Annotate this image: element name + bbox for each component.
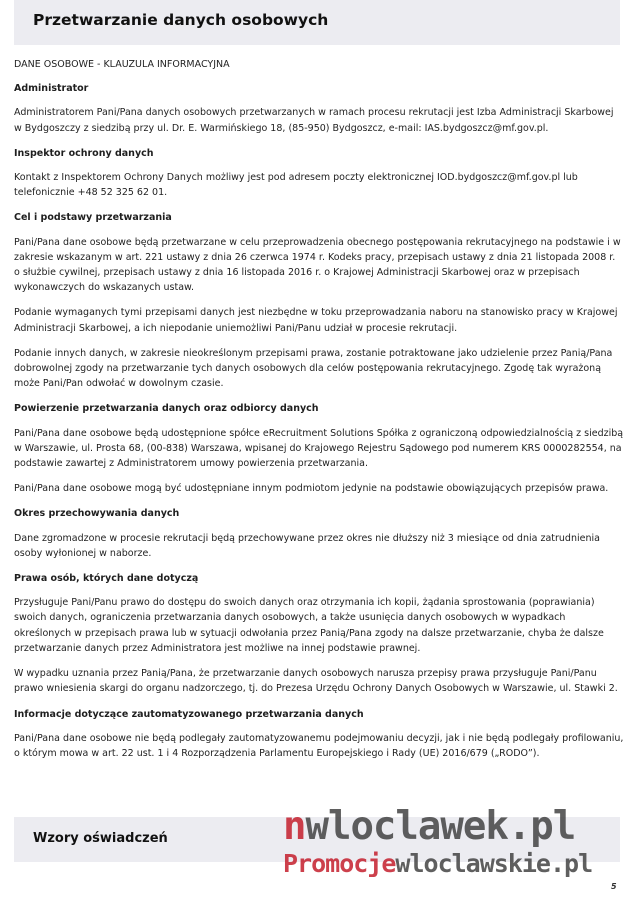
section-recipients <box>14 401 624 496</box>
section-heading: Okres przechowywania danych <box>14 508 180 520</box>
watermark-highlight: Promocje <box>283 849 396 878</box>
paragraph: Podanie innych danych, w zakresie nieokreślonym przepisami prawa, zostanie potraktowane jako udzielenie przez Panią/Pana dobrowolnej zgody na przetwarzanie tych danych osobowych dla celów postępowania rekrutacyjnego. Zgodę tak wyrażoną może Pani/Pan odwołać w dowolnym czasie. <box>14 347 613 390</box>
section-heading: Inspektor ochrony danych <box>14 147 154 159</box>
section-retention <box>14 506 624 561</box>
document-body <box>14 57 624 771</box>
document-title: DANE OSOBOWE - KLAUZULA INFORMACYJNA <box>14 59 230 70</box>
section-automated-processing <box>14 707 624 762</box>
section-heading: Informacje dotyczące zautomatyzowanego przetwarzania danych <box>14 708 364 720</box>
paragraph: Pani/Pana dane osobowe mogą być udostępniane innym podmiotom jedynie na podstawie obowiązujących przepisów prawa. <box>14 483 609 495</box>
section-heading: Administrator <box>14 83 89 95</box>
paragraph: W wypadku uznania przez Panią/Pana, że przetwarzanie danych osobowych narusza przepisy prawa przysługuje Pani/Panu prawo wniesienia skargi do organu nadzorczego, tj. do Prezesa Urzędu Ochrony Danych Osobowych w Warszawie, ul. Stawki 2. <box>14 668 618 695</box>
paragraph: Pani/Pana dane osobowe będą przetwarzane w celu przeprowadzenia obecnego postępowania rekrutacyjnego na podstawie i w zakresie wskazanym w art. 221 ustawy z dnia 26 czerwca 1974 r. Kodeks pracy, przepisach ustawy z dnia 21 listopada 2008 r. o służbie cywilnej, przepisach ustawy z dnia 16 listopada 2016 r. o Krajowej Administracji Skarbowej oraz w przepisach wykonawczych do wskazanych ustaw. <box>14 236 621 294</box>
paragraph: Przysługuje Pani/Panu prawo do dostępu do swoich danych oraz otrzymania ich kopii, żądania sprostowania (poprawiania) swoich danych, ograniczenia przetwarzania danych osobowych, a także usunięcia danych osobowych w wypadkach określonych w przepisach prawa lub w sytuacji odwołania przez Panią/Pana zgody na dalsze przetwarzanie, chyba że dalsze przetwarzanie danych przez Administratora jest możliwe na innej podstawie prawnej. <box>14 597 604 654</box>
watermark-text: wloclawskie.pl <box>395 849 593 878</box>
paragraph: Administratorem Pani/Pana danych osobowych przetwarzanych w ramach procesu rekrutacji jest Izba Administracji Skarbowej w Bydgoszczy z siedzibą przy ul. Dr. E. Warmińskiego 18, (85-950) Bydgoszcz, e-mail: IAS.bydgoszcz@mf.gov.pl. <box>14 107 614 134</box>
watermark-highlight: n <box>283 804 306 849</box>
section-heading: Powierzenie przetwarzania danych oraz odbiorcy danych <box>14 403 319 415</box>
page-title: Przetwarzanie danych osobowych <box>33 11 329 29</box>
section-data-protection-officer <box>14 146 624 201</box>
section-rights <box>14 571 624 696</box>
paragraph: Pani/Pana dane osobowe nie będą podlegały zautomatyzowanemu podejmowaniu decyzji, jak i nie będą podlegały profilowaniu, o którym mowa w art. 22 ust. 1 i 4 Rozporządzenia Parlamentu Europejskiego i Rady (UE) 2016/679 („RODO”). <box>14 732 624 759</box>
section-heading: Cel i podstawy przetwarzania <box>14 212 172 224</box>
section-purpose <box>14 210 624 391</box>
section-header <box>14 0 620 45</box>
paragraph: Dane zgromadzone w procesie rekrutacji będą przechowywane przez okres nie dłuższy niż 3 miesiące od dnia zatrudnienia osoby wyłonionej w naborze. <box>14 532 600 559</box>
paragraph: Kontakt z Inspektorem Ochrony Danych możliwy jest pod adresem poczty elektronicznej IOD.bydgoszcz@mf.gov.pl lub telefonicznie +48 52 325 62 01. <box>14 172 578 199</box>
section-heading: Prawa osób, których dane dotyczą <box>14 573 199 585</box>
paragraph: Podanie wymaganych tymi przepisami danych jest niezbędne w toku przeprowadzania naboru na stanowisko pracy w Krajowej Administracji Skarbowej, a ich niepodanie uniemożliwi Pani/Panu udział w procesie rekrutacji. <box>14 307 618 334</box>
footer-title: Wzory oświadczeń <box>33 831 168 846</box>
paragraph: Pani/Pana dane osobowe będą udostępnione spółce eRecruitment Solutions Spółka z ograniczoną odpowiedzialnością z siedzibą w Warszawie, ul. Prosta 68, (00-838) Warszawa, wpisanej do Krajowego Rejestru Sądowego pod numerem KRS 0000282554, na podstawie zawartej z Administratorem umowy powierzenia przetwarzania. <box>14 427 624 470</box>
footer-section-header <box>14 817 620 862</box>
section-administrator <box>14 81 624 136</box>
page-number: 5 <box>611 882 617 891</box>
watermark-text: wloclawek.pl <box>305 804 576 849</box>
